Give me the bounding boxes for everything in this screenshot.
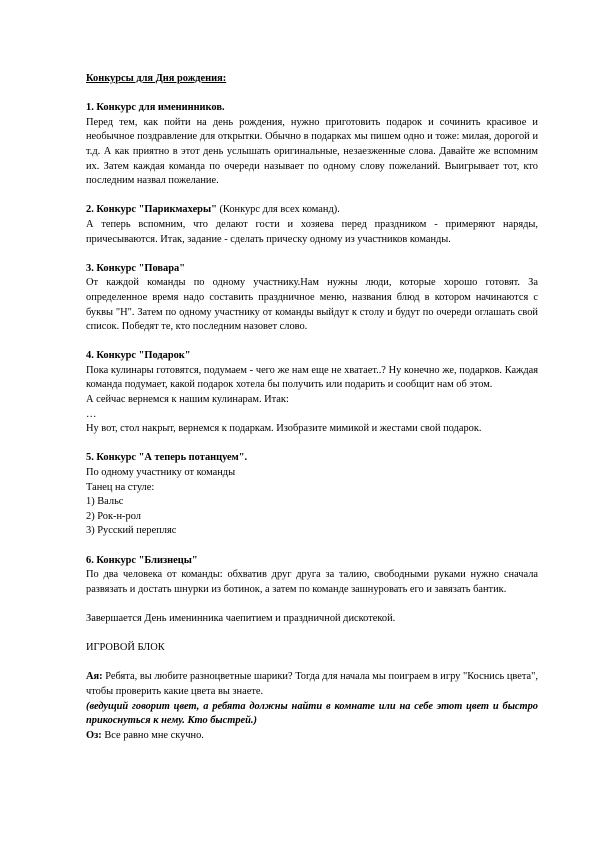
document-title: Конкурсы для Дня рождения: <box>86 73 227 84</box>
section-number: 3. <box>86 262 94 274</box>
dialogue-line <box>86 670 538 699</box>
contest-section-5 <box>86 451 538 539</box>
list-item: 1) Вальс <box>86 496 124 508</box>
dialogue-text: Ребята, вы любите разноцветные шарики? Тогда для начала мы поиграем в игру "Коснись цвета", чтобы проверить какие цвета вы знаете. <box>86 671 538 697</box>
section-number: 4. <box>86 350 94 362</box>
section-title: Конкурс для именинников. <box>96 102 225 114</box>
section-number: 5. <box>86 452 94 464</box>
section-title: Конкурс "А теперь потанцуем". <box>96 452 248 464</box>
contest-section-4 <box>86 349 538 437</box>
section-text: Перед тем, как пойти на день рождения, нужно приготовить подарок и сочинить красивое и необычное поздравление для открытки. Обычно в подарках мы пишем одно и тоже: милая, дорогой и т.д. А как приятно в этот день услышать оригинальные, незаезженные слова. Давайте же вспомним их. Затем каждая команда по очереди называет по одному слову пожеланий. Выигрывает тот, кто последним назвал пожелание. <box>86 116 538 187</box>
section-line: По одному участнику от команды <box>86 467 236 479</box>
section-text: По два человека от команды: обхватив друг друга за талию, свободными руками нужно сначала развязать и достать шнурки из ботинок, а затем по команде зашнуровать его и завязать бантик. <box>86 569 538 595</box>
speaker-label: Оз: <box>86 729 102 741</box>
section-line: Танец на стуле: <box>86 481 155 493</box>
section-line: А сейчас вернемся к нашим кулинарам. Итак: <box>86 394 289 406</box>
section-title: Конкурс "Повара" <box>96 262 185 274</box>
section-text: От каждой команды по одному участнику.Нам нужны люди, которые хорошо готовят. За определенное время надо составить праздничное меню, названия блюд в котором начинаются с буквы "Н". Затем по одному участнику от команды выйдут к столу и будут по очереди оглашать свой список. Победят те, кто последним назовет слово. <box>86 277 538 333</box>
list-item: 3) Русский перепляс <box>86 525 177 537</box>
section-line: Ну вот, стол накрыт, вернемся к подаркам. Изобразите мимикой и жестами свой подарок. <box>86 423 482 435</box>
section-heading <box>86 262 538 277</box>
section-title: Конкурс "Близнецы" <box>96 554 198 566</box>
dialogue-text: Все равно мне скучно. <box>104 729 204 741</box>
section-heading <box>86 554 538 569</box>
section-number: 2. <box>86 204 94 216</box>
list-item: 2) Рок-н-рол <box>86 510 141 522</box>
stage-direction: (ведущий говорит цвет, а ребята должны найти в комнате или на себе этот цвет и быстро прикоснуться к нему. Кто быстрей.) <box>86 700 538 727</box>
contest-section-6 <box>86 554 538 598</box>
dialogue <box>86 670 538 743</box>
dialogue-line <box>86 729 538 744</box>
speaker-label: Ая: <box>86 671 103 683</box>
closing-text: Завершается День именинника чаепитием и праздничной дискотекой. <box>86 612 396 624</box>
contest-section-3 <box>86 262 538 335</box>
section-heading <box>86 451 538 466</box>
section-text: А теперь вспомним, что делают гости и хозяева перед праздником - примеряют наряды, причесываются. Итак, задание - сделать прическу одному из участников команды. <box>86 218 538 245</box>
section-line: … <box>86 408 97 420</box>
section-title: Конкурс "Парикмахеры" <box>96 204 217 216</box>
section-heading <box>86 349 538 364</box>
contest-section-1 <box>86 101 538 189</box>
document-body <box>86 72 538 743</box>
section-note: (Конкурс для всех команд). <box>219 204 340 216</box>
section-number: 6. <box>86 554 94 566</box>
block-title: ИГРОВОЙ БЛОК <box>86 642 165 654</box>
contest-section-2 <box>86 203 538 247</box>
section-heading <box>86 203 538 218</box>
section-title: Конкурс "Подарок" <box>96 350 191 362</box>
section-text: Пока кулинары готовятся, подумаем - чего же нам еще не хватает..? Ну конечно же, подарков. Каждая команда подумает, какой подарок хотела бы получить или подарить и сообщит нам об этом. <box>86 364 538 391</box>
section-heading <box>86 101 538 116</box>
section-number: 1. <box>86 102 94 114</box>
